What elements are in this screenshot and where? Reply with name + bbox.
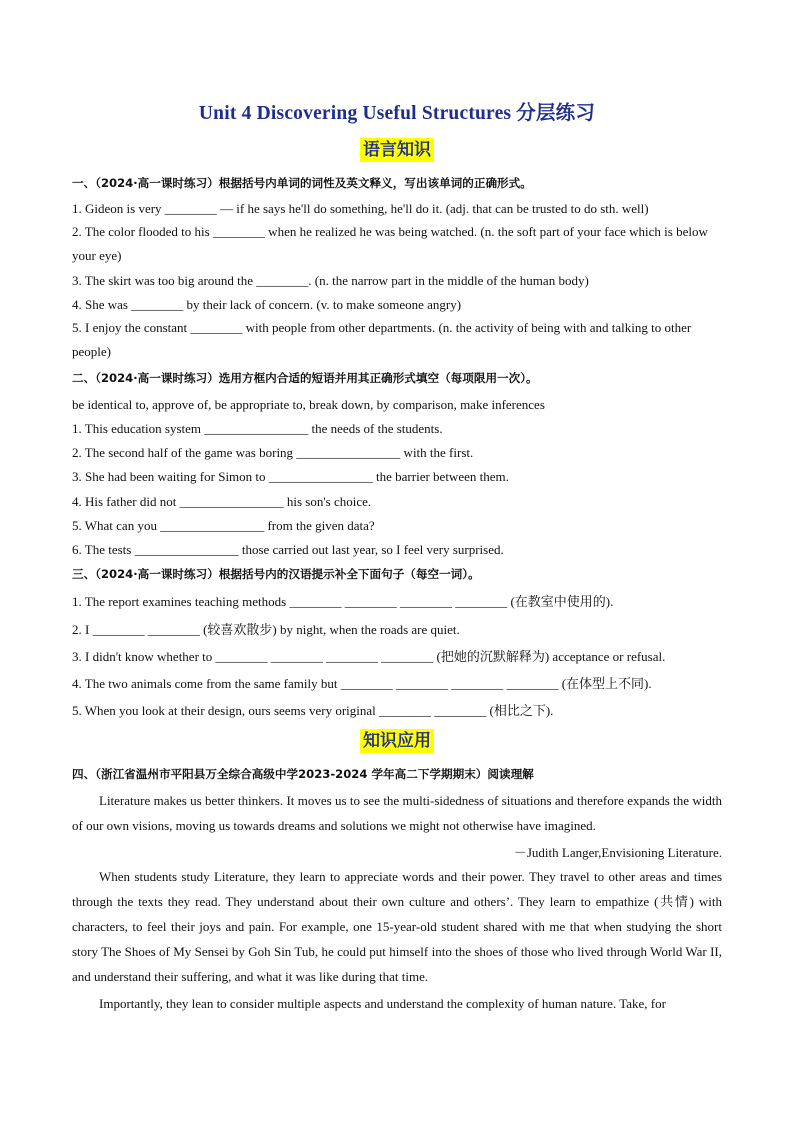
section-banner-application <box>72 729 722 753</box>
banner-label: 语言知识 <box>360 138 434 162</box>
word-box: be identical to, approve of, be appropriate to, break down, by comparison, make inferences <box>72 397 545 412</box>
question-item: 4. His father did not ________________ his son's choice. <box>72 494 372 509</box>
question-item: 5. When you look at their design, ours seems very original ________ ________ (相比之下). <box>72 703 554 718</box>
question-item: 4. She was ________ by their lack of concern. (v. to make someone angry) <box>72 297 462 312</box>
section4-heading: 四、（浙江省温州市平阳县万全综合高级中学2023-2024 学年高二下学期期末）阅读理解 <box>72 767 534 781</box>
section1-heading: 一、（2024·高一课时练习）根据括号内单词的词性及英文释义，写出该单词的正确形式。 <box>72 176 532 190</box>
reading-paragraph: Importantly, they lean to consider multiple aspects and understand the complexity of human nature. Take, for <box>99 996 666 1011</box>
question-item: 6. The tests ________________ those carried out last year, so I feel very surprised. <box>72 542 504 557</box>
question-item: 3. The skirt was too big around the ________. (n. the narrow part in the middle of the human body) <box>72 273 589 288</box>
question-item: 5. I enjoy the constant ________ with people from other departments. (n. the activity of being with and talking to other people) <box>72 320 692 359</box>
question-item: 1. The report examines teaching methods ________ ________ ________ ________ (在教室中使用的). <box>72 594 614 609</box>
reading-paragraph: When students study Literature, they learn to appreciate words and their power. They travel to other areas and times through the texts they read. They understand about their own culture and others’. They learn to empathize (共情) with characters, to feel their joys and pain. For example, one 15-year-old student shared with me that when studying the short story The Shoes of My Sensei by Goh Sin Tub, he could put himself into the shoes of those who lived through World War II, and understand their suffering, and what it was like during that time. <box>72 869 722 984</box>
question-item: 2. The second half of the game was boring ________________ with the first. <box>72 445 474 460</box>
section-banner-language <box>72 138 722 162</box>
question-item: 3. I didn't know whether to ________ ________ ________ ________ (把她的沉默解释为) acceptance or refusal. <box>72 649 666 664</box>
section3-heading: 三、（2024·高一课时练习）根据括号内的汉语提示补全下面句子（每空一词）。 <box>72 567 480 581</box>
question-item: 3. She had been waiting for Simon to ________________ the barrier between them. <box>72 469 509 484</box>
question-item: 5. What can you ________________ from the given data? <box>72 518 375 533</box>
quote-paragraph: Literature makes us better thinkers. It moves us to see the multi-sidedness of situations and therefore expands the width of our own visions, moving us towards dreams and solutions we might not otherwise have imagined. <box>72 793 722 833</box>
section2-heading: 二、（2024·高一课时练习）选用方框内合适的短语并用其正确形式填空（每项限用一次）。 <box>72 371 538 385</box>
question-item: 4. The two animals come from the same family but ________ ________ ________ ________ (在体型上不同). <box>72 676 652 691</box>
question-item: 2. I ________ ________ (较喜欢散步) by night, when the roads are quiet. <box>72 622 460 637</box>
page-title: Unit 4 Discovering Useful Structures 分层练习 <box>198 103 596 124</box>
quote-attribution: －Judith Langer,Envisioning Literature. <box>513 845 722 860</box>
banner-label: 知识应用 <box>360 729 434 753</box>
question-item: 1. Gideon is very ________ — if he says he'll do something, he'll do it. (adj. that can be trusted to do sth. well) <box>72 201 649 216</box>
question-item: 2. The color flooded to his ________ when he realized he was being watched. (n. the soft part of your face which is below your eye) <box>72 224 708 263</box>
question-item: 1. This education system ________________ the needs of the students. <box>72 421 443 436</box>
